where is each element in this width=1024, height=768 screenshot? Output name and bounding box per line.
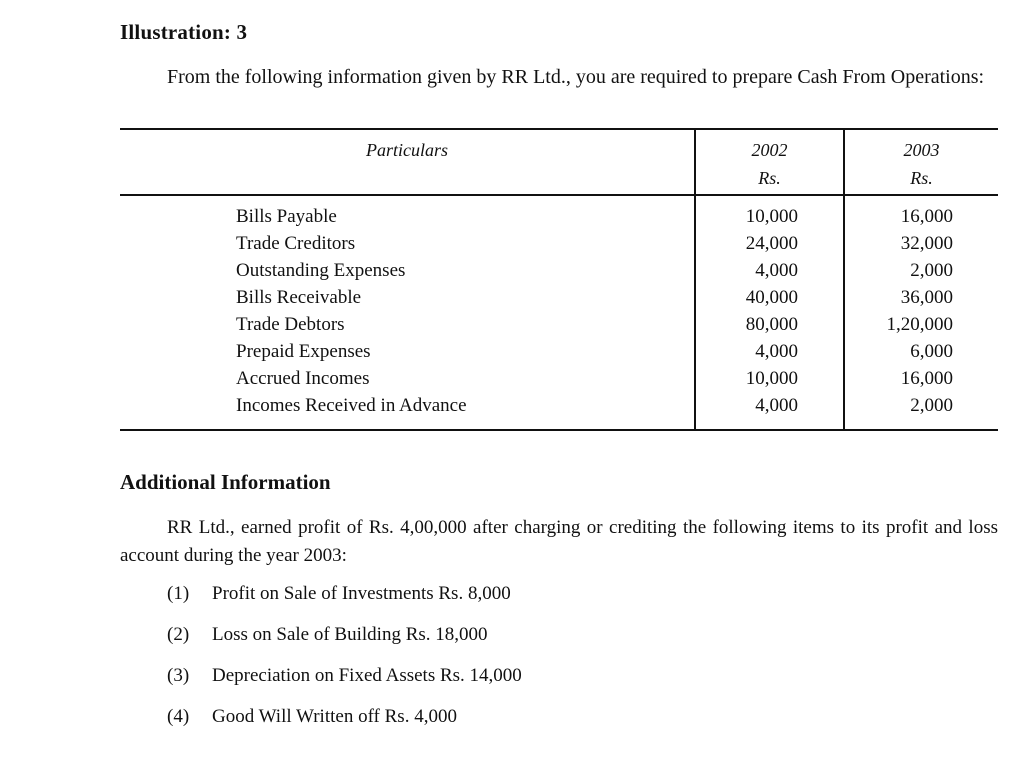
header-unit-2003: Rs.	[910, 168, 933, 188]
row-value-2003: 16,000	[900, 368, 953, 389]
table-row	[120, 260, 998, 287]
table-row	[120, 395, 998, 422]
header-unit-2002: Rs.	[758, 168, 781, 188]
table-header-rule	[120, 194, 998, 196]
row-label: Prepaid Expenses	[236, 341, 371, 362]
item-number: (3)	[167, 665, 190, 686]
table-row	[120, 233, 998, 260]
item-text: Good Will Written off Rs. 4,000	[212, 706, 457, 727]
row-label: Trade Debtors	[236, 314, 345, 335]
row-value-2003: 16,000	[900, 206, 953, 227]
row-value-2002: 40,000	[745, 287, 798, 308]
header-year-2003: 2003	[903, 140, 940, 160]
header-particulars: Particulars	[365, 140, 448, 160]
row-label: Bills Payable	[236, 206, 337, 227]
row-value-2002: 10,000	[745, 206, 798, 227]
row-label: Accrued Incomes	[236, 368, 370, 389]
table-row	[120, 287, 998, 314]
row-value-2002: 4,000	[755, 395, 798, 416]
item-number: (2)	[167, 624, 190, 645]
row-value-2003: 2,000	[910, 260, 953, 281]
row-value-2002: 80,000	[745, 314, 798, 335]
table-top-rule	[120, 128, 998, 130]
table-body	[120, 206, 998, 422]
item-number: (4)	[167, 706, 190, 727]
row-value-2003: 6,000	[910, 341, 953, 362]
intro-paragraph: From the following information given by RR Ltd., you are required to prepare Cash From Operations:	[167, 66, 985, 88]
table-bottom-rule	[120, 429, 998, 431]
row-value-2003: 32,000	[900, 233, 953, 254]
data-table	[120, 128, 998, 432]
header-year-2002: 2002	[751, 140, 788, 160]
table-row	[120, 206, 998, 233]
item-number: (1)	[167, 583, 190, 604]
item-text: Profit on Sale of Investments Rs. 8,000	[212, 583, 511, 604]
row-value-2002: 10,000	[745, 368, 798, 389]
table-row	[120, 314, 998, 341]
illustration-heading: Illustration: 3	[120, 20, 248, 44]
row-label: Trade Creditors	[236, 233, 356, 254]
item-text: Loss on Sale of Building Rs. 18,000	[212, 624, 488, 645]
row-label: Bills Receivable	[236, 287, 362, 308]
additional-info-paragraph: RR Ltd., earned profit of Rs. 4,00,000 after charging or crediting the following items to its profit and loss account during the year 2003:	[120, 517, 998, 566]
row-value-2003: 36,000	[900, 287, 953, 308]
row-value-2002: 4,000	[755, 341, 798, 362]
row-label: Outstanding Expenses	[236, 260, 406, 281]
row-value-2002: 24,000	[745, 233, 798, 254]
row-value-2003: 2,000	[910, 395, 953, 416]
row-label: Incomes Received in Advance	[236, 395, 467, 416]
item-text: Depreciation on Fixed Assets Rs. 14,000	[212, 665, 522, 686]
row-value-2003: 1,20,000	[886, 314, 953, 335]
table-row	[120, 368, 998, 395]
table-row	[120, 341, 998, 368]
additional-info-heading: Additional Information	[120, 470, 331, 494]
row-value-2002: 4,000	[755, 260, 798, 281]
